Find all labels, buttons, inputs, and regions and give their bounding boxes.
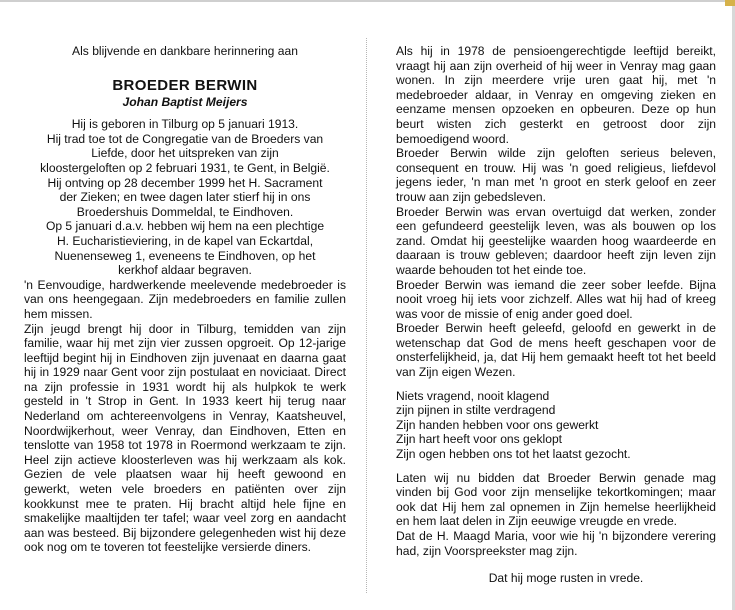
bio-line: Hij is geboren in Tilburg op 5 januari 1913. xyxy=(71,117,299,132)
faith-paragraph: Broeder Berwin heeft geleefd, geloofd en gewerkt in de wetenschap dat God de mens heeft geschapen voor de onsterfelijkheid, ja, dat Hij hem gemaakt heeft tot het beeld van Zijn eigen Wezen. xyxy=(396,321,716,380)
poem-line: Zijn handen hebben voor ons gewerkt xyxy=(396,417,599,432)
closing-line: Dat hij moge rusten in vrede. xyxy=(488,571,644,586)
poem-line: zijn pijnen in stilte verdragend xyxy=(396,403,556,418)
bio-line: Hij trad toe tot de Congregatie van de Broeders van xyxy=(46,131,324,146)
life-story-paragraph: Zijn jeugd brengt hij door in Tilburg, temidden van zijn familie, waar hij met zijn vier zussen opgroeit. Op 12-jarige leeftijd begint hij in Eindhoven zijn juvenaat en daarna gaat hij in 1929 naar Gent voor zijn postulaat en noviciaat. Direct na zijn professie in 1931 wordt hij als hulpkok te werk gesteld in 't Strop in Gent. In 1933 keert hij terug naar Nederland om achtereenvolgens in Venray, Kaatsheuvel, Noordwijkerhout, weer Venray, dan Eindhoven, Etten en tenslotte van 1958 tot 1978 in Roermond werkzaam te zijn. Heel zijn actieve kloosterleven was hij werkzaam als kok. Gezien de vele plaatsen waar hij heeft gewoond en gewerkt, weten vele broeders en patiënten over zijn kookkunst mee te praten. Hij bracht altijd hele fijne en smakelijke maaltijden ter tafel; waar veel zorg en aandacht aan was besteed. Bij bijzondere gelegenheden wist hij deze ook nog om te toveren tot feestelijke versierde diners. xyxy=(24,321,346,555)
poem-line: Zijn hart heeft voor ons geklopt xyxy=(396,432,563,447)
spiritual-life-paragraph: Broeder Berwin was ervan overtuigd dat werken, zonder een gefundeerd geestelijk leven, was als bouwen op los zand. Omdat hij geestelijke waarden hoog waardeerde en daaraan is trouw gebleven; daardoor heeft zijn leven zijn waarde behouden tot het einde toe. xyxy=(396,204,716,277)
vows-paragraph: Broeder Berwin wilde zijn geloften serieus beleven, consequent en trouw. Hij was 'n goed religieus, liefdevol jegens ieder, 'n man met 'n groot en sterk geloof en zeer trouw aan zijn gebedsleven. xyxy=(396,146,716,204)
bio-line: H. Eucharistieviering, in de kapel van Eckartdal, xyxy=(56,233,314,248)
poem-line: Zijn ogen hebben ons tot het laatst gezocht. xyxy=(396,447,631,462)
bio-line: kerkhof aldaar begraven. xyxy=(118,263,252,278)
bio-line: kloostergeloften op 2 februari 1931, te Gent, in België. xyxy=(40,160,330,175)
tribute-paragraph: 'n Eenvoudige, hardwerkende meelevende medebroeder is van ons heengegaan. Zijn medebroeders en familie zullen hem missen. xyxy=(24,277,346,321)
right-column xyxy=(396,44,716,598)
deceased-name: BROEDER BERWIN xyxy=(112,76,258,94)
page-top-edge xyxy=(0,0,735,2)
bio-line: der Zieken; en twee dagen later stierf hij in ons xyxy=(59,190,311,205)
prayer-paragraph: Laten wij nu bidden dat Broeder Berwin genade mag vinden bij God voor zijn menselijke tekortkomingen; maar ook dat Hij hem zal opnemen in Zijn hemelse heerlijkheid en hem laat delen in Zijn eeuwige vreugde en vrede. xyxy=(396,470,716,529)
poem-line: Niets vragend, nooit klagend xyxy=(396,388,550,403)
marian-prayer-paragraph: Dat de H. Maagd Maria, voor wie hij 'n bijzondere verering had, zijn Voorspreekster mag zijn. xyxy=(396,529,716,558)
column-divider xyxy=(366,38,368,593)
memorial-poem xyxy=(396,389,716,462)
biography-block xyxy=(24,117,346,278)
retirement-paragraph: Als hij in 1978 de pensioengerechtigde leeftijd bereikt, vraagt hij aan zijn overheid of hij weer in Venray mag gaan wonen. In zijn meerdere vrije uren gaat hij, met 'n medebroeder aldaar, in Venray en omgeving zieken en eenzame mensen opzoeken en opbeuren. Deze op hun beurt wisten zich gesterkt en getroost door zijn bemoedigend woord. xyxy=(396,44,716,146)
bio-line: Nuenenseweg 1, eveneens te Eindhoven, op het xyxy=(54,248,316,263)
bio-line: Hij ontving op 28 december 1999 het H. Sacrament xyxy=(47,175,323,190)
left-column xyxy=(24,44,346,555)
bio-line: Liefde, door het uitspreken van zijn xyxy=(91,146,279,161)
deceased-full-name: Johan Baptist Meijers xyxy=(122,94,248,109)
bio-line: Op 5 januari d.a.v. hebben wij hem na een plechtige xyxy=(45,219,325,234)
intro-line: Als blijvende en dankbare herinnering aan xyxy=(72,44,298,58)
page-corner-mark xyxy=(725,0,735,6)
sober-life-paragraph: Broeder Berwin was iemand die zeer sober leefde. Bijna nooit vroeg hij iets voor zichzelf. Alles wat hij had of kreeg was voor de missie of enig ander goed doel. xyxy=(396,277,716,321)
bio-line: Broedershuis Dommeldal, te Eindhoven. xyxy=(76,204,294,219)
